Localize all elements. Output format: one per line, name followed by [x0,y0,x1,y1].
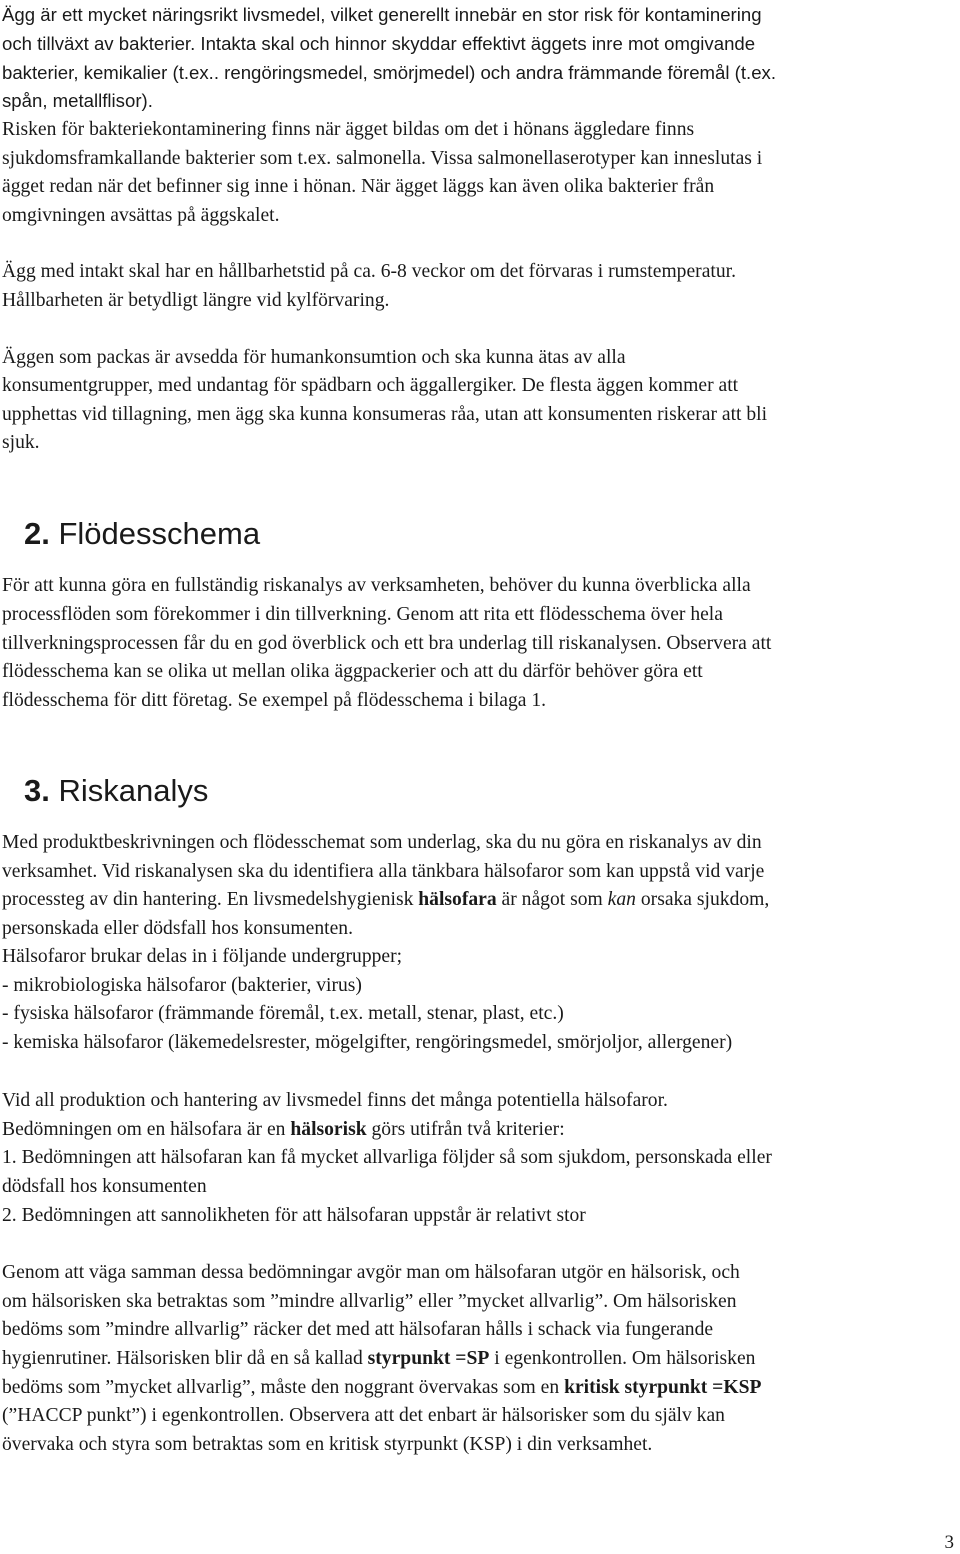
text-line: processflöden som förekommer i din tillverkning. Genom att rita ett flödesschema över hela [2,604,723,625]
text-line: sjuk. [2,432,40,453]
text-line: Ägg är ett mycket näringsrikt livsmedel, vilket generellt innebär en stor risk för kontaminering [2,4,762,25]
text-line: Risken för bakteriekontaminering finns när ägget bildas om det i hönans äggledare finns [2,119,695,140]
text-line: om hälsorisken ska betraktas som ”mindre allvarlig” eller ”mycket allvarlig”. Om hälsorisken [2,1291,737,1312]
text-line: övervaka och styra som betraktas som en kritisk styrpunkt (KSP) i din verksamhet. [2,1434,653,1455]
section-heading [24,775,208,806]
text-line: sjukdomsframkallande bakterier som t.ex. salmonella. Vissa salmonellaserotyper kan inneslutas i [2,148,763,169]
section-number: 2. [24,516,50,551]
text-line: bakterier, kemikalier (t.ex.. rengöringsmedel, smörjmedel) och andra främmande föremål (t.ex. [2,62,777,83]
text-line: konsumentgrupper, med undantag för spädbarn och äggallergiker. De flesta äggen kommer att [2,375,739,396]
list-item: 1. Bedömningen att hälsofaran kan få mycket allvarliga följder så som sjukdom, personskada eller [2,1147,772,1168]
text-line: dödsfall hos konsumenten [2,1176,207,1197]
text-line: För att kunna göra en fullständig riskanalys av verksamheten, behöver du kunna överblicka alla [2,575,751,596]
emphasis-kan: kan [607,889,636,910]
term-kritisk-styrpunkt: kritisk styrpunkt =KSP [564,1377,762,1398]
term-halsorisk: hälsorisk [290,1119,367,1140]
text-line: personskada eller dödsfall hos konsumenten. [2,918,353,939]
term-halsofara: hälsofara [418,889,497,910]
text-line: verksamhet. Vid riskanalysen ska du identifiera alla tänkbara hälsofaror som kan uppstå vid varje [2,861,765,882]
text-line: omgivningen avsättas på äggskalet. [2,205,280,226]
text-line: hygienrutiner. Hälsorisken blir då en så kallad styrpunkt =SP i egenkontrollen. Om hälsorisken [2,1348,756,1369]
text-line: tillverkningsprocessen får du en god överblick och ett bra underlag till riskanalysen. Observera att [2,633,772,654]
page-number: 3 [944,1532,954,1553]
text-line: flödesschema för ditt företag. Se exempel på flödesschema i bilaga 1. [2,690,547,711]
text-line: Hållbarheten är betydligt längre vid kylförvaring. [2,290,390,311]
text-line: Vid all produktion och hantering av livsmedel finns det många potentiella hälsofaror. [2,1090,668,1111]
text-line: Hälsofaror brukar delas in i följande undergrupper; [2,946,403,967]
list-item: - mikrobiologiska hälsofaror (bakterier, virus) [2,975,362,996]
text-line: (”HACCP punkt”) i egenkontrollen. Observera att det enbart är hälsorisker som du själv kan [2,1405,725,1426]
text-line: ägget redan när det befinner sig inne i hönan. När ägget läggs kan även olika bakterier från [2,176,715,197]
list-item: - kemiska hälsofaror (läkemedelsrester, mögelgifter, rengöringsmedel, smörjoljor, allergener) [2,1032,733,1053]
list-item: 2. Bedömningen att sannolikheten för att hälsofaran uppstår är relativt stor [2,1205,586,1226]
text-line: Äggen som packas är avsedda för humankonsumtion och ska kunna ätas av alla [2,347,626,368]
text-line: flödesschema kan se olika ut mellan olika äggpackerier och att du därför behöver göra ett [2,661,703,682]
section-title: Flödesschema [58,516,261,551]
text-line: Med produktbeskrivningen och flödesschemat som underlag, ska du nu göra en riskanalys av din [2,832,762,853]
text-line: bedöms som ”mindre allvarlig” räcker det med att hälsofaran hålls i schack via fungerande [2,1319,714,1340]
text-line: Genom att väga samman dessa bedömningar avgör man om hälsofaran utgör en hälsorisk, och [2,1262,740,1283]
term-styrpunkt: styrpunkt =SP [367,1348,490,1369]
list-item: - fysiska hälsofaror (främmande föremål, t.ex. metall, stenar, plast, etc.) [2,1003,564,1024]
text-line: spån, metallflisor). [2,90,153,111]
text-line: processteg av din hantering. En livsmedelshygienisk hälsofara är något som kan orsaka sjukdom, [2,889,770,910]
text-line: upphettas vid tillagning, men ägg ska kunna konsumeras råa, utan att konsumenten riskerar att bli [2,404,768,425]
section-heading [24,518,260,549]
section-number: 3. [24,773,50,808]
text-line: bedöms som ”mycket allvarlig”, måste den noggrant övervakas som en kritisk styrpunkt =KSP [2,1377,762,1398]
text-line: Bedömningen om en hälsofara är en hälsorisk görs utifrån två kriterier: [2,1119,565,1140]
section-title: Riskanalys [58,773,209,808]
text-line: och tillväxt av bakterier. Intakta skal och hinnor skyddar effektivt äggets inre mot omgivande [2,33,756,54]
text-line: Ägg med intakt skal har en hållbarhetstid på ca. 6-8 veckor om det förvaras i rumstemperatur. [2,261,736,282]
